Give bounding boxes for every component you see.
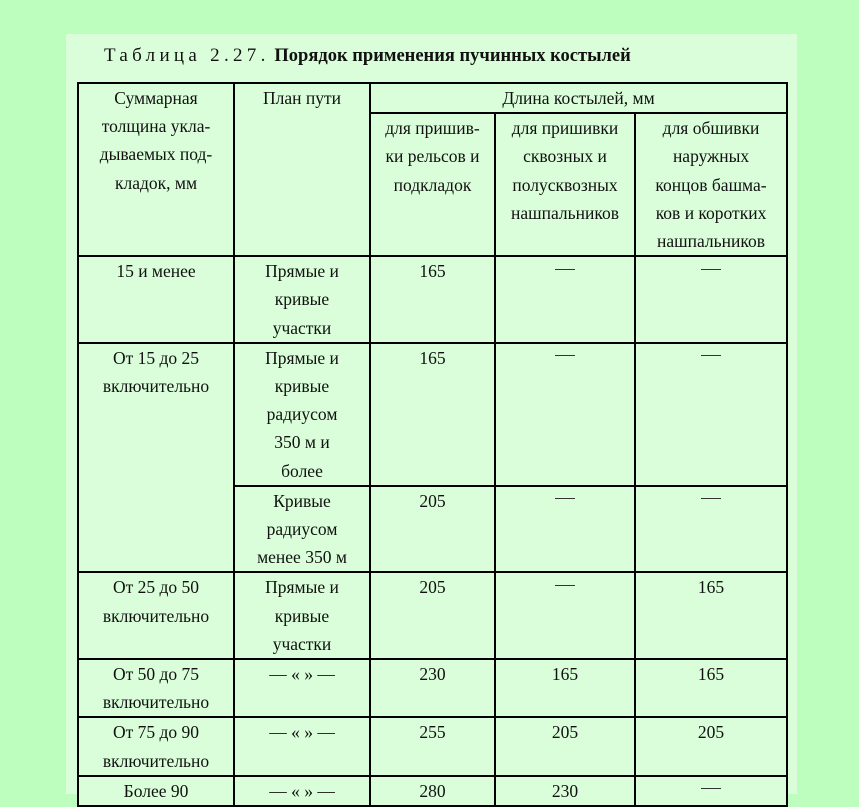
- header-line: для обшивки: [662, 118, 760, 139]
- table-row: [78, 659, 787, 717]
- cell-line: От 15 до 25: [112, 347, 200, 368]
- table-title: Порядок применения пучинных костылей: [274, 46, 631, 66]
- cell-line: включительно: [102, 750, 210, 771]
- header-length-group: Длина костылей, мм: [370, 83, 787, 113]
- cell-thickness: [78, 572, 234, 659]
- cell-thickness: [78, 256, 234, 343]
- cell-thickness: [78, 659, 234, 717]
- cell-rails: 255: [370, 717, 495, 775]
- cell-line: кривые: [274, 376, 330, 397]
- dash-mark: [701, 498, 721, 499]
- cell-rails: 165: [370, 256, 495, 343]
- header-line: наружных: [672, 146, 750, 167]
- cell-rails: 230: [370, 659, 495, 717]
- dash-mark: [555, 269, 575, 270]
- header-line: ков и коротких: [655, 202, 767, 223]
- header-line: дываемых под-: [99, 144, 213, 165]
- cell-plan: [234, 486, 370, 573]
- cell-plan: — « » —: [234, 659, 370, 717]
- dash-mark: [555, 498, 575, 499]
- table-row: [78, 572, 787, 659]
- cell-through: 165: [495, 659, 635, 717]
- cell-line: включительно: [102, 605, 210, 626]
- cell-line: кривые: [274, 605, 330, 626]
- dash-mark: [701, 355, 721, 356]
- header-line: толщина укла-: [101, 116, 211, 137]
- cell-through: 230: [495, 776, 635, 806]
- cell-line: Кривые: [273, 490, 331, 511]
- cell-line: включительно: [102, 692, 210, 713]
- header-row: [78, 83, 787, 113]
- cell-line: менее 350 м: [257, 547, 347, 568]
- cell-shoes: [635, 486, 787, 573]
- header-line: нашпальников: [657, 231, 765, 252]
- cell-shoes: 205: [635, 717, 787, 775]
- table-row: [78, 343, 787, 486]
- dash-mark: [701, 788, 721, 789]
- header-line: кладок, мм: [114, 172, 198, 193]
- header-line: Суммарная: [114, 88, 198, 108]
- cell-line: 15 и менее: [116, 261, 196, 282]
- cell-plan: [234, 572, 370, 659]
- cell-line: Прямые и: [265, 347, 339, 368]
- header-line: концов башма-: [655, 174, 767, 195]
- dash-mark: [701, 269, 721, 270]
- cell-line: Прямые и: [265, 261, 339, 282]
- cell-through: [495, 486, 635, 573]
- header-rails: [370, 113, 495, 256]
- header-line: для пришив-: [385, 118, 480, 139]
- cell-shoes: [635, 256, 787, 343]
- header-through: [495, 113, 635, 256]
- cell-plan: [234, 343, 370, 486]
- cell-through: [495, 572, 635, 659]
- header-line: ки рельсов и: [385, 146, 480, 167]
- header-line: для пришивки: [511, 118, 619, 139]
- cell-thickness: [78, 717, 234, 775]
- cell-plan: [234, 256, 370, 343]
- cell-line: радиусом: [266, 519, 338, 540]
- cell-shoes: 165: [635, 572, 787, 659]
- cell-line: Прямые и: [265, 577, 339, 598]
- cell-shoes: [635, 776, 787, 806]
- cell-thickness: Более 90: [78, 776, 234, 806]
- spikes-table: [77, 82, 788, 807]
- header-line: нашпальников: [511, 202, 619, 223]
- table-caption: [104, 45, 631, 67]
- cell-rails: 205: [370, 572, 495, 659]
- cell-line: кривые: [274, 289, 330, 310]
- cell-rails: 165: [370, 343, 495, 486]
- cell-rails: 280: [370, 776, 495, 806]
- header-line: подкладок: [393, 174, 472, 195]
- cell-shoes: [635, 343, 787, 486]
- table-row: [78, 717, 787, 775]
- dash-mark: [555, 585, 575, 586]
- cell-through: [495, 343, 635, 486]
- table-row: [78, 776, 787, 806]
- header-shoes: [635, 113, 787, 256]
- cell-thickness: [78, 343, 234, 573]
- cell-line: участки: [272, 317, 332, 338]
- cell-shoes: 165: [635, 659, 787, 717]
- cell-plan: — « » —: [234, 776, 370, 806]
- cell-through: [495, 256, 635, 343]
- header-thickness: [78, 83, 234, 256]
- cell-line: участки: [272, 633, 332, 654]
- cell-through: 205: [495, 717, 635, 775]
- table-row: [78, 256, 787, 343]
- header-plan: План пути: [234, 83, 370, 256]
- cell-rails: 205: [370, 486, 495, 573]
- cell-plan: — « » —: [234, 717, 370, 775]
- cell-line: включительно: [102, 376, 210, 397]
- cell-line: радиусом: [266, 404, 338, 425]
- table-number: Таблица 2.27.: [104, 45, 270, 66]
- header-line: сквозных и: [523, 146, 607, 167]
- cell-line: От 50 до 75: [112, 664, 200, 685]
- cell-line: 350 м и: [274, 432, 330, 453]
- cell-line: От 25 до 50: [112, 577, 200, 598]
- cell-line: От 75 до 90: [112, 722, 200, 743]
- header-line: полусквозных: [512, 174, 618, 195]
- dash-mark: [555, 355, 575, 356]
- cell-line: более: [281, 460, 323, 481]
